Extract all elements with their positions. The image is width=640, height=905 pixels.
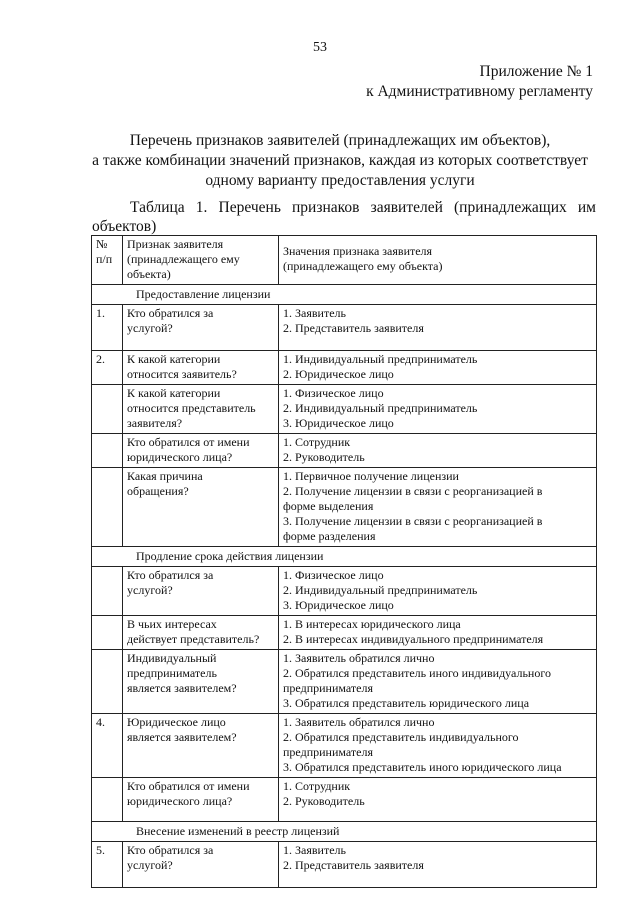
feature-cell <box>123 434 279 468</box>
row-number <box>92 385 123 434</box>
feature-cell-text: Кто обратился за услугой? <box>127 843 214 872</box>
feature-cell-text: Индивидуальный предприниматель является заявителем? <box>127 651 237 695</box>
title-line-3: одному варианту предоставления услуги <box>205 172 475 189</box>
appendix-heading <box>366 62 593 102</box>
table-caption-continued: объектов) <box>92 218 157 235</box>
feature-cell-text: К какой категории относится представитель заявителя? <box>127 386 256 430</box>
feature-cell-text: Какая причина обращения? <box>127 469 203 498</box>
row-number <box>92 468 123 547</box>
feature-cell-text: К какой категории относится заявитель? <box>127 352 237 381</box>
values-cell <box>279 778 597 822</box>
feature-cell <box>123 616 279 650</box>
row-number <box>92 842 123 888</box>
table-header-row <box>92 236 597 285</box>
values-cell <box>279 305 597 351</box>
appendix-line-1: Приложение № 1 <box>479 63 593 80</box>
header-num: № п/п <box>92 236 123 285</box>
table-row <box>92 468 597 547</box>
row-number <box>92 650 123 714</box>
header-feature: Признак заявителя (принадлежащего ему объекта) <box>123 236 279 285</box>
values-cell <box>279 714 597 778</box>
feature-cell <box>123 567 279 616</box>
values-cell <box>279 385 597 434</box>
feature-cell <box>123 650 279 714</box>
values-cell-text: 1. Заявитель 2. Представитель заявителя <box>283 306 424 335</box>
values-cell <box>279 567 597 616</box>
table-row <box>92 434 597 468</box>
table-section-row <box>92 547 597 567</box>
values-cell <box>279 434 597 468</box>
values-cell-text: 1. Заявитель обратился лично 2. Обратился представитель иного индивидуального предпринимателя 3. Обратился представитель юридического лица <box>283 651 551 710</box>
table-row <box>92 385 597 434</box>
values-cell <box>279 351 597 385</box>
values-cell-text: 1. Заявитель 2. Представитель заявителя <box>283 843 424 872</box>
table-row <box>92 778 597 822</box>
row-number <box>92 714 123 778</box>
feature-cell-text: Кто обратился за услугой? <box>127 306 214 335</box>
feature-cell <box>123 305 279 351</box>
values-cell <box>279 650 597 714</box>
row-number <box>92 434 123 468</box>
values-cell <box>279 842 597 888</box>
table-row <box>92 305 597 351</box>
applicant-features-table <box>91 235 597 888</box>
table-row <box>92 567 597 616</box>
feature-cell <box>123 778 279 822</box>
page-number: 53 <box>313 40 327 55</box>
table-row <box>92 714 597 778</box>
section-title: Внесение изменений в реестр лицензий <box>92 822 597 842</box>
row-number <box>92 567 123 616</box>
values-cell-text: 1. Индивидуальный предприниматель 2. Юридическое лицо <box>283 352 478 381</box>
header-values: Значения признака заявителя (принадлежащего ему объекта) <box>279 236 597 285</box>
row-number-text: 5. <box>96 843 105 857</box>
row-number-text: 1. <box>96 306 105 320</box>
values-cell-text: 1. Сотрудник 2. Руководитель <box>283 779 365 808</box>
feature-cell <box>123 714 279 778</box>
document-title <box>60 131 620 191</box>
row-number-text: 4. <box>96 715 105 729</box>
table-section-row <box>92 285 597 305</box>
feature-cell <box>123 842 279 888</box>
values-cell-text: 1. Сотрудник 2. Руководитель <box>283 435 365 464</box>
table-row <box>92 616 597 650</box>
values-cell-text: 1. В интересах юридического лица 2. В интересах индивидуального предпринимателя <box>283 617 544 646</box>
values-cell <box>279 616 597 650</box>
feature-cell-text: Юридическое лицо является заявителем? <box>127 715 237 744</box>
values-cell-text: 1. Физическое лицо 2. Индивидуальный предприниматель 3. Юридическое лицо <box>283 568 478 612</box>
appendix-line-2: к Административному регламенту <box>366 83 593 100</box>
title-line-1: Перечень признаков заявителей (принадлежащих им объектов), <box>129 132 551 149</box>
row-number <box>92 305 123 351</box>
table-row <box>92 351 597 385</box>
section-title: Продление срока действия лицензии <box>92 547 597 567</box>
feature-cell <box>123 385 279 434</box>
feature-cell-text: Кто обратился от имени юридического лица? <box>127 779 250 808</box>
feature-cell-text: Кто обратился от имени юридического лица? <box>127 435 250 464</box>
values-cell-text: 1. Физическое лицо 2. Индивидуальный предприниматель 3. Юридическое лицо <box>283 386 478 430</box>
row-number <box>92 351 123 385</box>
values-cell <box>279 468 597 547</box>
feature-cell-text: В чьих интересах действует представитель? <box>127 617 260 646</box>
values-cell-text: 1. Первичное получение лицензии 2. Получение лицензии в связи с реорганизацией в форме выделения 3. Получение лицензии в связи с реорганизацией в форме разделения <box>283 469 543 543</box>
values-cell-text: 1. Заявитель обратился лично 2. Обратился представитель индивидуального предпринимателя 3. Обратился представитель иного юридического лица <box>283 715 562 774</box>
table-row <box>92 842 597 888</box>
table-row <box>92 650 597 714</box>
feature-cell <box>123 351 279 385</box>
table-caption: Таблица 1. Перечень признаков заявителей (принадлежащих им <box>130 199 596 216</box>
row-number <box>92 778 123 822</box>
feature-cell-text: Кто обратился за услугой? <box>127 568 214 597</box>
row-number <box>92 616 123 650</box>
row-number-text: 2. <box>96 352 105 366</box>
section-title: Предоставление лицензии <box>92 285 597 305</box>
feature-cell <box>123 468 279 547</box>
table-section-row <box>92 822 597 842</box>
title-line-2: а также комбинации значений признаков, каждая из которых соответствует <box>92 152 588 169</box>
